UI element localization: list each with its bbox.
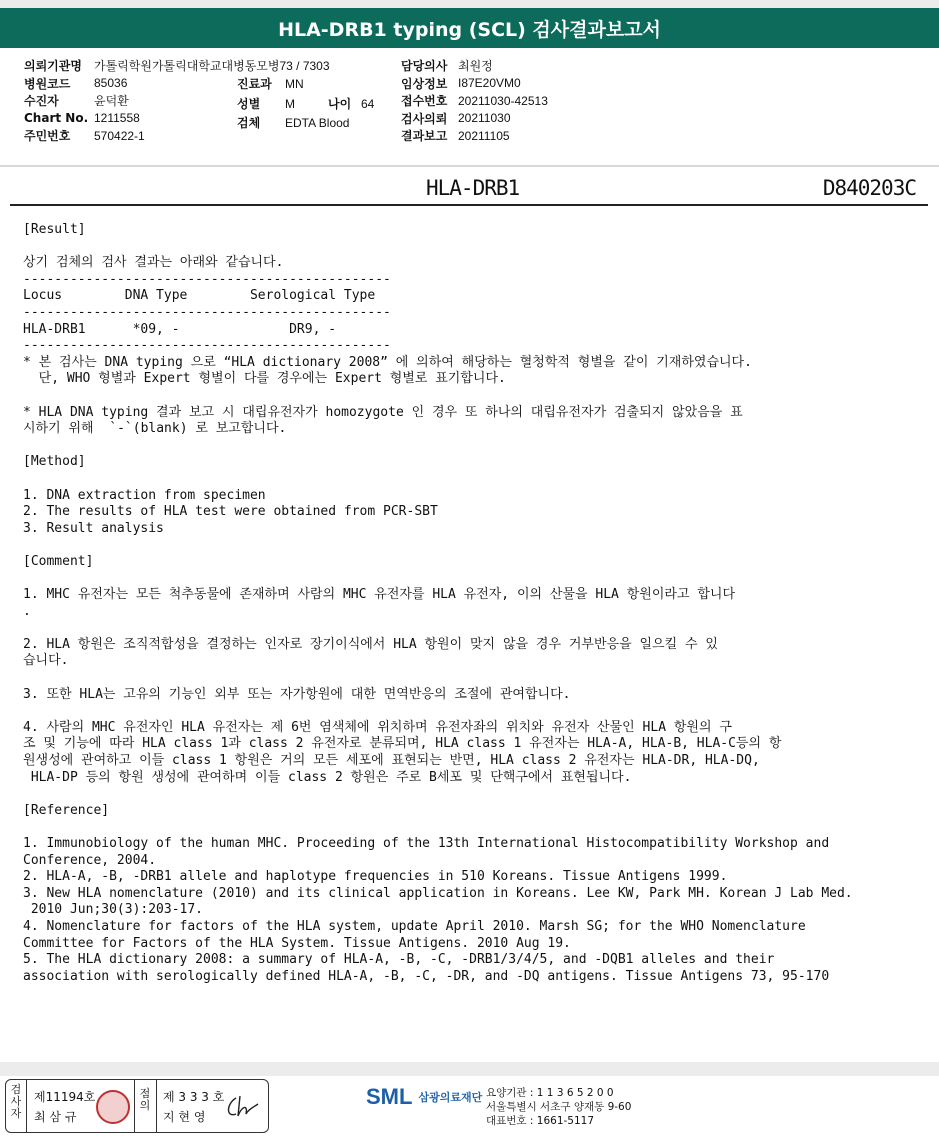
info-value: EDTA Blood: [285, 116, 350, 130]
info-label: 의뢰기관명: [24, 59, 82, 74]
agency-code: 요양기관 : 1 1 3 6 5 2 0 0: [486, 1087, 614, 1099]
info-value: 64: [361, 97, 375, 111]
info-value: 최원정: [458, 59, 493, 74]
result-table-row: HLA-DRB1 *09, - DR9, -: [23, 321, 337, 337]
test-code: D840203C: [822, 176, 916, 200]
report-title: HLA-DRB1 typing (SCL) 검사결과보고서: [0, 8, 939, 48]
info-label: 결과보고: [401, 129, 448, 144]
table-rule-mid: -----------------------------------------------: [23, 304, 391, 320]
info-value: MN: [285, 77, 304, 91]
info-value: 가톨릭학원가톨릭대학교대병동모병73 / 7303: [94, 59, 330, 74]
examiner-label: 검사자: [10, 1083, 22, 1120]
comment-3: 3. 또한 HLA는 고유의 기능인 외부 또는 자가항원에 대한 면역반응의 조절에 관여합니다.: [23, 686, 571, 702]
info-label: 접수번호: [401, 94, 448, 109]
reference-heading: [Reference]: [23, 802, 110, 818]
section-divider: [0, 165, 939, 167]
test-header: [10, 176, 928, 206]
info-label: 수진자: [24, 94, 59, 109]
examiner-license: 제11194호: [34, 1090, 96, 1104]
divider-line: [156, 1080, 157, 1132]
info-value: 1211558: [94, 111, 140, 126]
comment-heading: [Comment]: [23, 553, 94, 569]
note-1: * 본 검사는 DNA typing 으로 “HLA dictionary 2008” 에 의하여 해당하는 혈청학적 형별을 같이 기재하였습니다. 단, WHO 형별과 Expert 형별이 다를 경우에는 Expert 형별로 표기합니다.: [23, 354, 752, 387]
reviewer-label: 점의: [139, 1087, 151, 1112]
info-label: 나이: [328, 97, 352, 111]
info-age: [328, 95, 374, 112]
info-label: 성별: [237, 97, 261, 111]
info-label: 병원코드: [24, 76, 71, 91]
test-name: HLA-DRB1: [426, 176, 520, 200]
org-logo: [366, 1084, 482, 1110]
info-value: 85036: [94, 76, 128, 91]
address-line: 서울특별시 서초구 양재동 9-60: [486, 1101, 632, 1113]
info-value: 20211030-42513: [458, 93, 548, 108]
seal-stamp-icon: [96, 1090, 130, 1124]
info-value: I87E20VM0: [458, 76, 521, 91]
divider-line: [134, 1080, 135, 1132]
info-value: 20211105: [458, 128, 510, 143]
method-list: 1. DNA extraction from specimen 2. The results of HLA test were obtained from PCR-SBT 3. Result analysis: [23, 487, 438, 536]
reference-list: 1. Immunobiology of the human MHC. Proceeding of the 13th International Histocompatibility Workshop and Conference, 2004. 2. HLA-A, -B, -DRB1 allele and haplotype frequencies in 510 Koreans. Tissue Antigens 1999. 3. New HLA nomenclature (2010) and its clinical application in Koreans. Lee KW, Park MH. Korean J Lab Med. 2010 Jun;30(3):203-17. 4. Nomenclature for factors of the HLA system, update April 2010. Marsh SG; for the WHO Nomenclature Committee for Factors of the HLA System. Tissue Antigens. 2010 Aug 19. 5. The HLA dictionary 2008: a summary of HLA-A, -B, -C, -DRB1/3/4/5, and -DQB1 alleles and their association with serologically defined HLA-A, -B, -C, -DR, and -DQ antigens. Tissue Antigens 73, 95-170: [23, 835, 853, 984]
divider-line: [26, 1080, 27, 1132]
info-label: 담당의사: [401, 59, 448, 74]
info-mid-sex: [237, 95, 295, 112]
table-rule-top: -----------------------------------------------: [23, 271, 391, 287]
org-address: [486, 1086, 631, 1128]
top-strip: [0, 0, 939, 8]
result-heading: [Result]: [23, 222, 86, 237]
table-rule-bottom: -----------------------------------------------: [23, 338, 391, 354]
result-table-header: Locus DNA Type Serological Type: [23, 288, 376, 304]
method-heading: [Method]: [23, 454, 86, 470]
examiner-name: 최 삼 규: [34, 1110, 77, 1124]
info-value: 윤덕환: [94, 94, 129, 109]
info-value: 20211030: [458, 111, 511, 126]
reviewer-name: 지 현 영: [163, 1110, 206, 1124]
comment-4: 4. 사람의 MHC 유전자인 HLA 유전자는 제 6번 염색체에 위치하며 유전자좌의 위치와 유전자 산물인 HLA 항원의 구 조 및 기능에 따라 HLA class 1과 class 2 유전자로 분류되며, HLA class 1 유전자는 HLA-A, HLA-B, HLA-C등의 항 원생성에 관여하고 이들 class 1 항원은 거의 모든 세포에 표현되는 반면, HLA class 2 유전자는 HLA-DR, HLA-DQ, HLA-DP 등의 항원 생성에 관여하며 이들 class 2 항원은 주로 B세포 및 단핵구에서 표현됩니다.: [23, 719, 782, 785]
patient-info-right: [401, 57, 721, 145]
signature-icon: [222, 1092, 262, 1122]
info-label: 임상정보: [401, 76, 448, 91]
info-label: 검체: [237, 116, 261, 130]
comment-2: 2. HLA 항원은 조직적합성을 결정하는 인자로 장기이식에서 HLA 항원이 맞지 않을 경우 거부반응을 일으킬 수 있 습니다.: [23, 636, 718, 669]
signature-box: [5, 1079, 269, 1133]
info-value: M: [285, 97, 295, 111]
info-label: Chart No.: [24, 111, 89, 126]
note-2: * HLA DNA typing 결과 보고 시 대립유전자가 homozygote 인 경우 또 하나의 대립유전자가 검출되지 않았음을 표 시하기 위해 `-`(blank) 로 보고합니다.: [23, 404, 743, 437]
reviewer-license: 제 3 3 3 호: [163, 1090, 225, 1104]
phone-line: 대표번호 : 1661-5117: [486, 1115, 595, 1127]
footer-strip: [0, 1062, 939, 1076]
comment-1: 1. MHC 유전자는 모든 척추동물에 존재하며 사람의 MHC 유전자를 HLA 유전자, 이의 산물을 HLA 항원이라고 합니다 .: [23, 587, 736, 619]
info-label: 주민번호: [24, 129, 71, 144]
sml-logo: SML: [366, 1084, 413, 1109]
info-mid-specimen: [237, 114, 349, 131]
org-name: 삼광의료재단: [418, 1091, 483, 1104]
info-mid-dept: [237, 75, 304, 92]
result-intro: 상기 검체의 검사 결과는 아래와 같습니다.: [23, 255, 284, 271]
info-label: 검사의뢰: [401, 111, 448, 126]
info-value: 570422-1: [94, 128, 145, 143]
report-body: [23, 222, 923, 985]
info-label: 진료과: [237, 77, 272, 91]
